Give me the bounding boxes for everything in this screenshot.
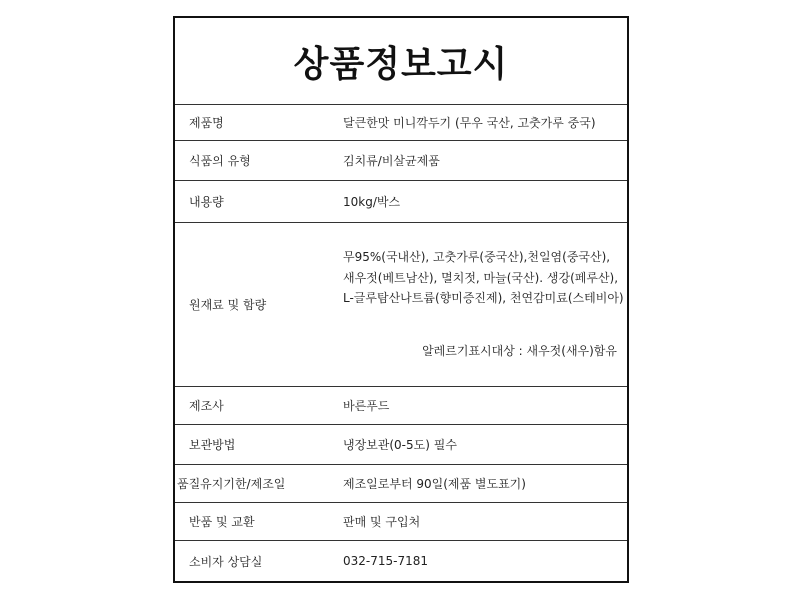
- row-value: 판매 및 구입처: [343, 515, 421, 529]
- ingredient-line: 새우젓(베트남산), 멸치젓, 마늘(국산). 생강(페루산),: [343, 271, 619, 285]
- ingredient-line: 무95%(국내산), 고춧가루(중국산),천일염(중국산),: [343, 250, 611, 264]
- allergy-notice: 알레르기표시대상 : 새우젓(새우)함유: [422, 344, 617, 358]
- row-label: 보관방법: [189, 438, 236, 452]
- row-product-name: [175, 104, 627, 140]
- row-value: 김치류/비살균제품: [343, 154, 440, 168]
- row-label: 제품명: [189, 116, 224, 130]
- ingredient-line: L-글루탐산나트륨(향미증진제), 천연감미료(스테비아): [343, 291, 624, 305]
- row-food-type: [175, 140, 627, 180]
- row-value: 제조일로부터 90일(제품 별도표기): [343, 477, 526, 491]
- row-label: 식품의 유형: [189, 154, 251, 168]
- product-info-notice: [173, 16, 629, 583]
- row-customer-service: [175, 540, 627, 581]
- row-value: 달큰한맛 미니깍두기 (무우 국산, 고춧가루 중국): [343, 116, 596, 130]
- row-label: 소비자 상담실: [189, 554, 263, 569]
- row-manufacturer: [175, 386, 627, 424]
- title-area: [175, 18, 627, 104]
- row-ingredients: [175, 222, 627, 386]
- row-net-content: [175, 180, 627, 222]
- row-label: 원재료 및 함량: [189, 298, 267, 312]
- row-value: 냉장보관(0-5도) 필수: [343, 438, 457, 452]
- row-returns: [175, 502, 627, 540]
- row-label: 품질유지기한/제조일: [177, 477, 286, 491]
- row-value: 10kg/박스: [343, 195, 401, 209]
- row-value: 바른푸드: [343, 399, 390, 413]
- row-shelf-life: [175, 464, 627, 502]
- row-label: 반품 및 교환: [189, 515, 255, 529]
- page-title: 상품정보고시: [293, 43, 509, 85]
- row-storage: [175, 424, 627, 464]
- row-value: 032-715-7181: [343, 554, 429, 568]
- row-label: 제조사: [189, 399, 224, 413]
- row-label: 내용량: [189, 195, 224, 209]
